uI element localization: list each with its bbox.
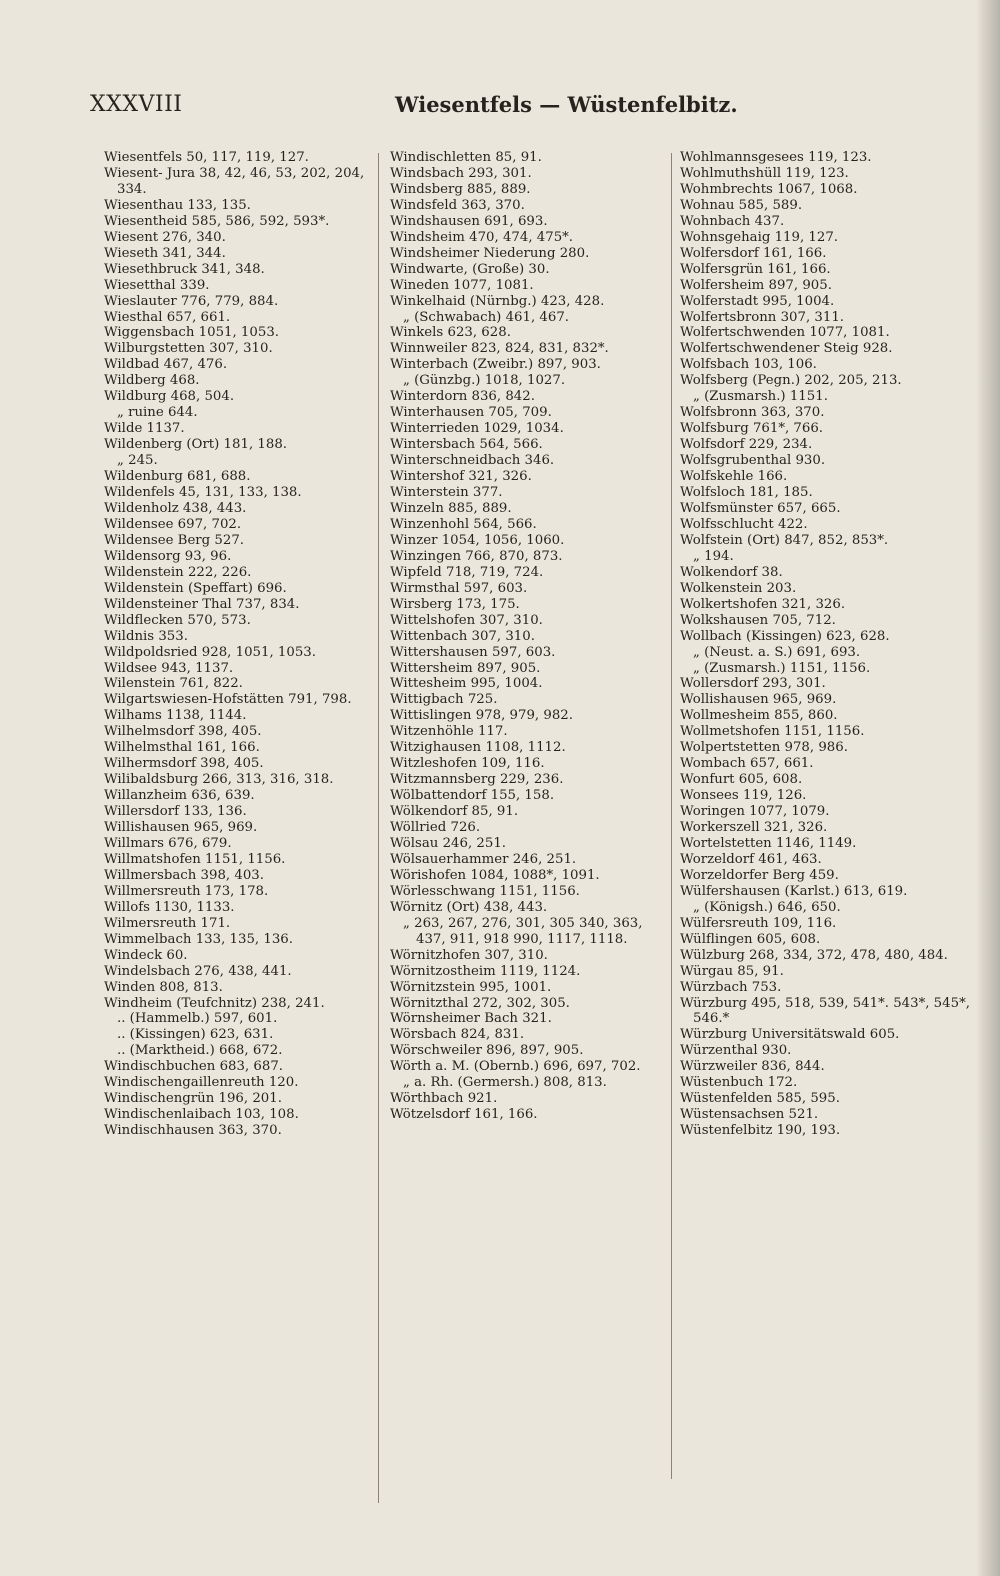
- index-column-3: [680, 150, 976, 1139]
- index-entry: Wolfsschlucht 422.: [680, 516, 808, 532]
- index-entry: Winterstein 377.: [390, 485, 503, 501]
- index-entry: Wildenstein 222, 226.: [104, 564, 252, 580]
- index-entry: Wörishofen 1084, 1088*, 1091.: [390, 867, 600, 883]
- index-entry: Wörnitz (Ort) 438, 443.: [390, 899, 548, 915]
- index-entry: Wolfstein (Ort) 847, 852, 853*.: [680, 532, 889, 548]
- index-entry: Windelsbach 276, 438, 441.: [104, 963, 292, 979]
- index-entry: Wollishausen 965, 969.: [680, 692, 837, 708]
- index-entry: Wüstenfelden 585, 595.: [680, 1091, 840, 1107]
- index-entry: Wollmesheim 855, 860.: [680, 708, 838, 724]
- index-entry: Wildenholz 438, 443.: [104, 500, 247, 516]
- index-entry: Wölkendorf 85, 91.: [390, 804, 519, 820]
- index-entry: Wilmersreuth 171.: [104, 915, 231, 931]
- index-entry: Wörschweiler 896, 897, 905.: [390, 1043, 584, 1059]
- index-entry: Wolkertshofen 321, 326.: [680, 596, 846, 612]
- index-entry: Worzeldorf 461, 463.: [680, 851, 822, 867]
- index-entry: Windeck 60.: [104, 947, 188, 963]
- index-entry: Wilhelmsthal 161, 166.: [104, 740, 260, 756]
- index-column-1: [104, 150, 370, 1139]
- index-entry: Wölsauerhammer 246, 251.: [390, 851, 577, 867]
- index-entry: Workerszell 321, 326.: [680, 820, 828, 836]
- index-entry: Wiesent- Jura 38, 42, 46, 53, 202, 204, 334.: [104, 165, 365, 197]
- index-entry: Winzer 1054, 1056, 1060.: [390, 532, 565, 548]
- index-entry: Woringen 1077, 1079.: [680, 804, 830, 820]
- index-entry: Windischhausen 363, 370.: [104, 1123, 282, 1139]
- index-entry: Winnweiler 823, 824, 831, 832*.: [390, 341, 609, 357]
- index-entry: Wiesent 276, 340.: [104, 229, 226, 245]
- index-entry: Windsheim 470, 474, 475*.: [390, 229, 574, 245]
- index-entry: Wilhams 1138, 1144.: [104, 708, 247, 724]
- index-entry: Wombach 657, 661.: [680, 756, 814, 772]
- index-entry: Willofs 1130, 1133.: [104, 899, 235, 915]
- index-entry: Wülflingen 605, 608.: [680, 931, 821, 947]
- index-entry: Wolfertschwenden 1077, 1081.: [680, 325, 890, 341]
- index-entry: Windischengaillenreuth 120.: [104, 1075, 299, 1091]
- index-entry: .. (Kissingen) 623, 631.: [117, 1027, 274, 1043]
- index-entry: Willmatshofen 1151, 1156.: [104, 851, 286, 867]
- index-entry: Wörthbach 921.: [390, 1091, 498, 1107]
- index-entry: Würzburg 495, 518, 539, 541*. 543*, 545*, 546.*: [680, 995, 970, 1027]
- index-entry: .. (Hammelb.) 597, 601.: [117, 1011, 278, 1027]
- index-entry: „ a. Rh. (Germersh.) 808, 813.: [403, 1075, 607, 1091]
- index-entry: Winkelhaid (Nürnbg.) 423, 428.: [390, 293, 605, 309]
- index-entry: Winzenhohl 564, 566.: [390, 516, 537, 532]
- index-entry: Wörnitzthal 272, 302, 305.: [390, 995, 570, 1011]
- index-entry: Wolfsberg (Pegn.) 202, 205, 213.: [680, 373, 902, 389]
- index-entry: Wilhelmsdorf 398, 405.: [104, 724, 262, 740]
- index-entry: Wörnsheimer Bach 321.: [390, 1011, 552, 1027]
- index-entry: Wollbach (Kissingen) 623, 628.: [680, 628, 890, 644]
- index-entry: Winzeln 885, 889.: [390, 500, 512, 516]
- index-entry: Wiesentheid 585, 586, 592, 593*.: [104, 213, 330, 229]
- index-entry: „ 194.: [693, 548, 734, 564]
- index-entry: Wohmbrechts 1067, 1068.: [680, 181, 858, 197]
- index-entry: Wittenbach 307, 310.: [390, 628, 535, 644]
- index-entry: Wörth a. M. (Obernb.) 696, 697, 702.: [390, 1059, 641, 1075]
- index-entry: Wöllried 726.: [390, 820, 481, 836]
- index-entry: „ 263, 267, 276, 301, 305 340, 363, 437, 911, 918 990, 1117, 1118.: [403, 915, 643, 947]
- index-entry: Winterhausen 705, 709.: [390, 405, 552, 421]
- index-entry: Wolkenstein 203.: [680, 580, 797, 596]
- index-entry: Wüstensachsen 521.: [680, 1107, 819, 1123]
- index-entry: Wolfertschwendener Steig 928.: [680, 341, 893, 357]
- index-entry: Windischbuchen 683, 687.: [104, 1059, 284, 1075]
- index-entry: Winterbach (Zweibr.) 897, 903.: [390, 357, 601, 373]
- column-divider: [378, 153, 379, 1503]
- index-entry: Willanzheim 636, 639.: [104, 788, 255, 804]
- index-entry: Wülfersreuth 109, 116.: [680, 915, 837, 931]
- index-entry: „ (Zusmarsh.) 1151.: [693, 389, 828, 405]
- index-entry: Wörnitzhofen 307, 310.: [390, 947, 548, 963]
- index-entry: Wolfskehle 166.: [680, 469, 788, 485]
- index-entry: .. (Marktheid.) 668, 672.: [117, 1043, 283, 1059]
- index-entry: „ (Schwabach) 461, 467.: [403, 309, 570, 325]
- index-entry: Wohlmuthshüll 119, 123.: [680, 165, 849, 181]
- index-entry: Wohnbach 437.: [680, 213, 785, 229]
- index-entry: Windsfeld 363, 370.: [390, 197, 525, 213]
- index-entry: Wüstenfelbitz 190, 193.: [680, 1123, 841, 1139]
- page-header: [0, 92, 1000, 132]
- index-entry: Würgau 85, 91.: [680, 963, 784, 979]
- index-entry: Winterrieden 1029, 1034.: [390, 421, 564, 437]
- index-entry: Wolkshausen 705, 712.: [680, 612, 836, 628]
- index-entry: Windheim (Teufchnitz) 238, 241.: [104, 995, 325, 1011]
- index-entry: „ (Zusmarsh.) 1151, 1156.: [693, 660, 871, 676]
- index-entry: Wieseth 341, 344.: [104, 245, 226, 261]
- index-entry: Wildenfels 45, 131, 133, 138.: [104, 485, 302, 501]
- index-entry: Winterdorn 836, 842.: [390, 389, 535, 405]
- index-entry: Wohlmannsgesees 119, 123.: [680, 150, 872, 165]
- index-entry: Würzenthal 930.: [680, 1043, 792, 1059]
- index-entry: Wildpoldsried 928, 1051, 1053.: [104, 644, 316, 660]
- index-entry: Wolfersheim 897, 905.: [680, 277, 832, 293]
- index-entry: Wildensee 697, 702.: [104, 516, 242, 532]
- index-entry: Wilhermsdorf 398, 405.: [104, 756, 264, 772]
- index-entry: Wimmelbach 133, 135, 136.: [104, 931, 293, 947]
- index-entry: Wohnsgehaig 119, 127.: [680, 229, 839, 245]
- index-entry: Würzbach 753.: [680, 979, 782, 995]
- index-entry: Wolfsloch 181, 185.: [680, 485, 813, 501]
- index-entry: Winzingen 766, 870, 873.: [390, 548, 563, 564]
- index-entry: Wilde 1137.: [104, 421, 185, 437]
- index-entry: Wülfershausen (Karlst.) 613, 619.: [680, 883, 908, 899]
- index-entry: „ (Neust. a. S.) 691, 693.: [693, 644, 861, 660]
- index-entry: Wortelstetten 1146, 1149.: [680, 835, 857, 851]
- column-divider: [671, 153, 672, 1479]
- index-entry: Wildenberg (Ort) 181, 188.: [104, 437, 288, 453]
- index-entry: „ 245.: [117, 453, 158, 469]
- index-entry: Wolkendorf 38.: [680, 564, 783, 580]
- index-entry: Wiggensbach 1051, 1053.: [104, 325, 280, 341]
- index-entry: Wohnau 585, 589.: [680, 197, 803, 213]
- index-entry: Wolferstadt 995, 1004.: [680, 293, 835, 309]
- index-entry: Wildenburg 681, 688.: [104, 469, 251, 485]
- index-entry: Wülzburg 268, 334, 372, 478, 480, 484.: [680, 947, 948, 963]
- index-entry: Wilgartswiesen-Hofstätten 791, 798.: [104, 692, 352, 708]
- index-entry: Wipfeld 718, 719, 724.: [390, 564, 544, 580]
- index-entry: Winterschneidbach 346.: [390, 453, 555, 469]
- index-entry: Wintershof 321, 326.: [390, 469, 532, 485]
- index-entry: Witzenhöhle 117.: [390, 724, 508, 740]
- index-entry: Witzighausen 1108, 1112.: [390, 740, 566, 756]
- index-entry: Wörnitzstein 995, 1001.: [390, 979, 552, 995]
- index-entry: Würzweiler 836, 844.: [680, 1059, 825, 1075]
- index-entry: Willmersreuth 173, 178.: [104, 883, 269, 899]
- index-entry: Windsheimer Niederung 280.: [390, 245, 590, 261]
- index-entry: Willmars 676, 679.: [104, 835, 232, 851]
- index-entry: Wildflecken 570, 573.: [104, 612, 251, 628]
- index-entry: Wittelshofen 307, 310.: [390, 612, 543, 628]
- index-entry: Witzmannsberg 229, 236.: [390, 772, 564, 788]
- index-entry: Wolfsbronn 363, 370.: [680, 405, 825, 421]
- index-entry: Winkels 623, 628.: [390, 325, 511, 341]
- page-number: XXXVIII: [90, 92, 183, 117]
- index-entry: Wildnis 353.: [104, 628, 188, 644]
- index-entry: Witzleshofen 109, 116.: [390, 756, 545, 772]
- index-entry: Wildensteiner Thal 737, 834.: [104, 596, 300, 612]
- index-entry: Wieslauter 776, 779, 884.: [104, 293, 279, 309]
- index-entry: Wilibaldsburg 266, 313, 316, 318.: [104, 772, 334, 788]
- index-entry: Wiesenthau 133, 135.: [104, 197, 251, 213]
- index-entry: Wölbattendorf 155, 158.: [390, 788, 555, 804]
- index-entry: Wineden 1077, 1081.: [390, 277, 534, 293]
- index-entry: Wüstenbuch 172.: [680, 1075, 798, 1091]
- index-entry: Wiesentfels 50, 117, 119, 127.: [104, 150, 309, 165]
- index-entry: Willmersbach 398, 403.: [104, 867, 264, 883]
- index-entry: Wörlesschwang 1151, 1156.: [390, 883, 580, 899]
- index-entry: Wildensorg 93, 96.: [104, 548, 232, 564]
- index-entry: Wollersdorf 293, 301.: [680, 676, 826, 692]
- index-entry: Wildsee 943, 1137.: [104, 660, 234, 676]
- index-entry: Windischengrün 196, 201.: [104, 1091, 282, 1107]
- index-entry: Willishausen 965, 969.: [104, 820, 258, 836]
- index-entry: Wildenstein (Speffart) 696.: [104, 580, 287, 596]
- index-entry: Wonfurt 605, 608.: [680, 772, 803, 788]
- index-entry: Wollmetshofen 1151, 1156.: [680, 724, 865, 740]
- index-entry: Wonsees 119, 126.: [680, 788, 807, 804]
- index-entry: Wildberg 468.: [104, 373, 200, 389]
- index-entry: Windsberg 885, 889.: [390, 181, 531, 197]
- index-entry: „ (Günzbg.) 1018, 1027.: [403, 373, 566, 389]
- index-entry: Wittershausen 597, 603.: [390, 644, 556, 660]
- index-entry: Wolfsmünster 657, 665.: [680, 500, 841, 516]
- index-entry: Windshausen 691, 693.: [390, 213, 548, 229]
- index-entry: Wintersbach 564, 566.: [390, 437, 543, 453]
- index-entry: Wiesethbruck 341, 348.: [104, 261, 265, 277]
- index-entry: Wirmsthal 597, 603.: [390, 580, 528, 596]
- index-entry: Winden 808, 813.: [104, 979, 223, 995]
- index-entry: Wolfertsbronn 307, 311.: [680, 309, 845, 325]
- index-entry: Wilenstein 761, 822.: [104, 676, 243, 692]
- index-entry: Willersdorf 133, 136.: [104, 804, 247, 820]
- index-entry: Wölsau 246, 251.: [390, 835, 507, 851]
- index-entry: Wörnitzostheim 1119, 1124.: [390, 963, 581, 979]
- index-entry: Wötzelsdorf 161, 166.: [390, 1107, 538, 1123]
- index-entry: Wörsbach 824, 831.: [390, 1027, 525, 1043]
- running-head: Wiesentfels — Wüstenfelbitz.: [395, 92, 738, 117]
- index-entry: Wittesheim 995, 1004.: [390, 676, 543, 692]
- index-entry: Wirsberg 173, 175.: [390, 596, 520, 612]
- index-entry: Wolfersgrün 161, 166.: [680, 261, 831, 277]
- index-entry: Wolfersdorf 161, 166.: [680, 245, 827, 261]
- index-entry: Wiesetthal 339.: [104, 277, 210, 293]
- index-entry: Wolpertstetten 978, 986.: [680, 740, 848, 756]
- index-entry: Wildensee Berg 527.: [104, 532, 245, 548]
- index-entry: Wittigbach 725.: [390, 692, 498, 708]
- index-entry: Wolfsdorf 229, 234.: [680, 437, 813, 453]
- index-entry: Wildbad 467, 476.: [104, 357, 228, 373]
- index-entry: Wolfsbach 103, 106.: [680, 357, 817, 373]
- index-columns: [0, 150, 1000, 1560]
- index-entry: Wolfsburg 761*, 766.: [680, 421, 824, 437]
- index-entry: Wildburg 468, 504.: [104, 389, 235, 405]
- index-entry: „ ruine 644.: [117, 405, 198, 421]
- index-entry: Wittislingen 978, 979, 982.: [390, 708, 573, 724]
- index-entry: „ (Königsh.) 646, 650.: [693, 899, 841, 915]
- index-column-2: [390, 150, 662, 1123]
- index-entry: Windischletten 85, 91.: [390, 150, 542, 165]
- index-entry: Wittersheim 897, 905.: [390, 660, 541, 676]
- index-entry: Wilburgstetten 307, 310.: [104, 341, 273, 357]
- index-entry: Wiesthal 657, 661.: [104, 309, 231, 325]
- index-entry: Windischenlaibach 103, 108.: [104, 1107, 299, 1123]
- index-entry: Worzeldorfer Berg 459.: [680, 867, 839, 883]
- index-entry: Windsbach 293, 301.: [390, 165, 532, 181]
- index-entry: Windwarte, (Große) 30.: [390, 261, 550, 277]
- index-entry: Würzburg Universitätswald 605.: [680, 1027, 900, 1043]
- index-entry: Wolfsgrubenthal 930.: [680, 453, 826, 469]
